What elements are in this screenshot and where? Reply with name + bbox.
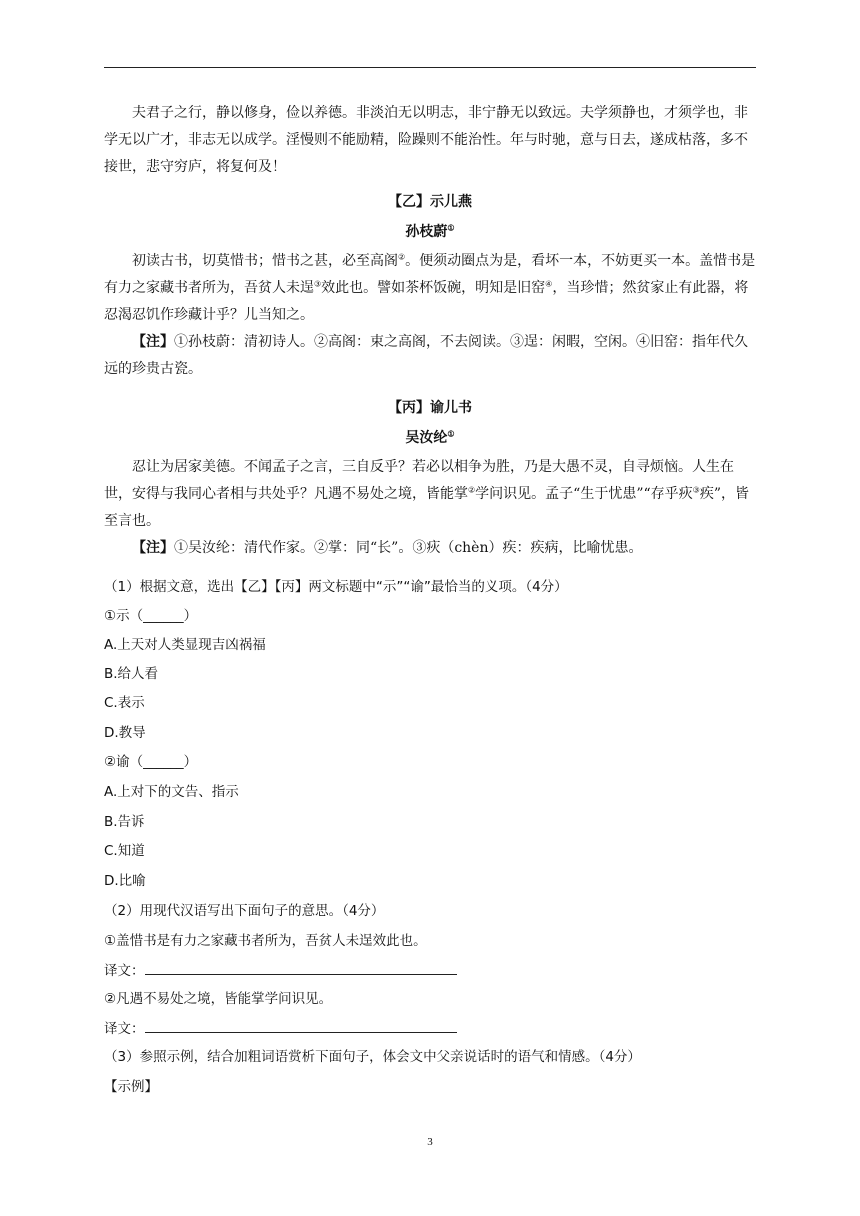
passage-yi-title: 【乙】示儿燕: [388, 194, 472, 210]
note-text: ①孙枝蔚：清初诗人。②高阁：束之高阁，不去阅读。③逞：闲暇，空闲。④旧窑：指年代久远的珍贵古瓷。: [104, 334, 748, 377]
footnote-mark: ③: [314, 279, 322, 289]
passage-yi-text-3: 效此也。譬如茶杯饭碗，明知是旧窑: [321, 280, 546, 296]
option-item: B.告诉: [104, 814, 145, 830]
option-item: A.上对下的文告、指示: [104, 784, 239, 800]
passage-bing-note: [104, 535, 756, 562]
translation-label: 译文：: [104, 1021, 145, 1037]
passage-bing-body: [104, 454, 756, 562]
question-3: （3）参照示例，结合加粗词语赏析下面句子，体会文中父亲说话时的语气和情感。（4分）: [104, 1049, 641, 1065]
option-item: B.给人看: [104, 666, 159, 682]
footnote-mark: ③: [692, 485, 700, 495]
translation-blank[interactable]: [145, 1018, 457, 1033]
footnote-mark: ②: [398, 252, 406, 262]
question-1a-label: ①示（______）: [104, 608, 198, 624]
footnote-mark: ①: [447, 222, 455, 233]
note-text: ①吴汝纶：清代作家。②掌：同“长”。③疢（chèn）疾：疾病，比喻忧患。: [174, 540, 643, 556]
passage-bing-text-3: 疾”，皆至言也。: [104, 486, 749, 529]
passage-bing-text-2: 学问识见。孟子“生于忧患”“存乎疢: [475, 486, 693, 502]
footnote-mark: ②: [468, 485, 476, 495]
translation-line: [104, 1018, 457, 1039]
passage-yi-text-1: 初读古书，切莫惜书；惜书之甚，必至高阁: [132, 253, 398, 269]
passage-yi-author-name: 孙枝蔚: [405, 224, 448, 240]
translation-line: [104, 960, 457, 981]
question-1b-label: ②谕（______）: [104, 754, 198, 770]
footnote-mark: ④: [545, 279, 553, 289]
passage-yi-author: [104, 222, 756, 242]
passage-bing-author: [104, 428, 756, 448]
note-tag: 【注】: [132, 540, 174, 556]
option-item: A.上天对人类显现吉凶祸福: [104, 637, 266, 653]
option-item: C.知道: [104, 843, 145, 859]
passage-yi-note: [104, 329, 756, 383]
note-tag: 【注】: [132, 334, 174, 350]
question-2: （2）用现代汉语写出下面句子的意思。（4分）: [104, 903, 385, 919]
question-1: （1）根据文意，选出【乙】【丙】两文标题中“示”“谕”最恰当的义项。（4分）: [104, 579, 568, 595]
translation-label: 译文：: [104, 963, 145, 979]
passage-yi-body: [104, 248, 756, 383]
header-rule: [104, 67, 756, 68]
footnote-mark: ①: [447, 428, 455, 439]
page-number: 3: [427, 1136, 433, 1148]
option-item: D.比喻: [104, 873, 146, 889]
passage-bing-author-name: 吴汝纶: [405, 430, 448, 446]
option-item: D.教导: [104, 725, 146, 741]
passage-yi-text-4: ，当珍惜；然贫家止有此器，将忍渴忍饥作珍藏计乎？儿当知之。: [104, 280, 749, 323]
question-2-sentence-1: ①盖惜书是有力之家藏书者所为，吾贫人未逞效此也。: [104, 933, 427, 949]
passage-yi-text-2: 。便须动圈点为是，看坏一本，不妨更买一本。盖惜书是有力之家藏书者所为，吾贫人未逞: [104, 253, 756, 296]
question-2-sentence-2: ②凡遇不易处之境，皆能掌学问识见。: [104, 991, 333, 1007]
passage-jia: [104, 100, 756, 181]
option-item: C.表示: [104, 695, 145, 711]
passage-bing-text-1: 忍让为居家美德。不闻孟子之言，三自反乎？若必以相争为胜，乃是大愚不灵，自寻烦恼。人生在世，安得与我同心者相与共处乎？凡遇不易处之境，皆能掌: [104, 459, 734, 502]
passage-jia-text: 夫君子之行，静以修身，俭以养德。非淡泊无以明志，非宁静无以致远。夫学须静也，才须学也，非学无以广才，非志无以成学。淫慢则不能励精，险躁则不能治性。年与时驰，意与日去，遂成枯落，多不接世，悲守穷庐，将复何及！: [104, 105, 748, 175]
translation-blank[interactable]: [145, 960, 457, 975]
passage-bing-title: 【丙】谕儿书: [388, 400, 472, 416]
example-label: 【示例】: [104, 1079, 158, 1095]
